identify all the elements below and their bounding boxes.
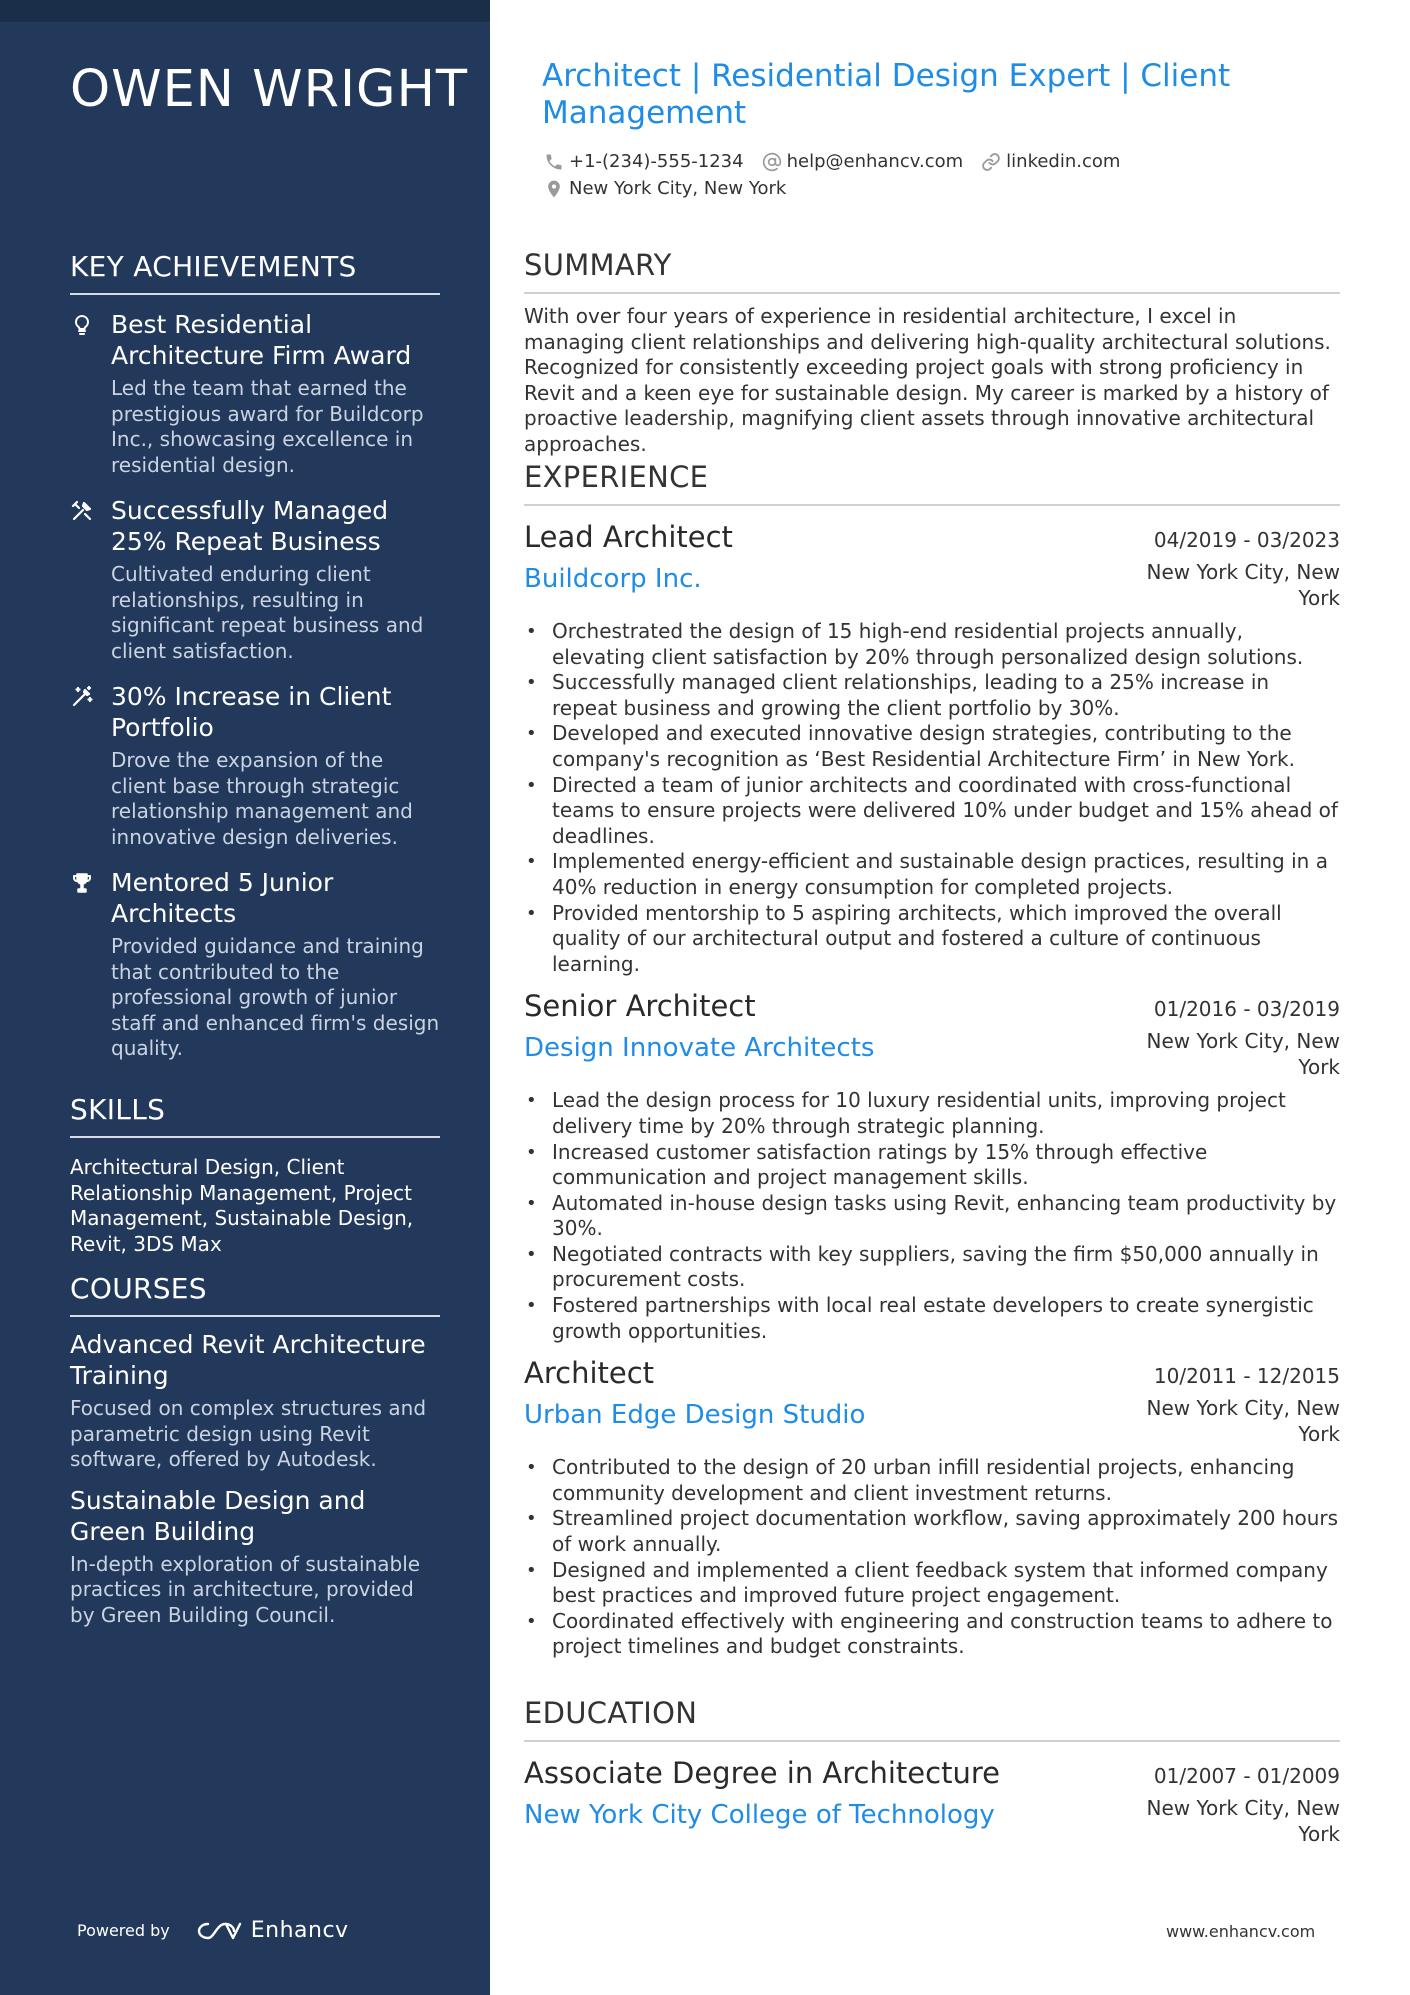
phone-contact[interactable] xyxy=(544,151,744,172)
footer-url[interactable]: www.enhancv.com xyxy=(1166,1922,1316,1941)
linkedin-contact[interactable] xyxy=(981,151,1120,172)
job-title: Senior Architect xyxy=(524,989,756,1024)
achievement-item xyxy=(70,495,440,664)
sidebar-top-band xyxy=(0,0,490,22)
bullet-item: • Negotiated contracts with key suppliers, saving the firm $50,000 annually in procurement costs. xyxy=(524,1242,1340,1293)
job-location: New York City, New York xyxy=(1146,1029,1340,1079)
course-item xyxy=(70,1485,440,1629)
location-text: New York City, New York xyxy=(569,178,787,199)
summary-text: With over four years of experience in residential architecture, I excel in managing client relationships and delivering high-quality architectural solutions. Recognized for consistently exceeding project goals with strong proficiency in Revit and a keen eye for sustainable design. My career is marked by a history of proactive leadership, magnifying client assets through innovative architectural approaches. xyxy=(524,304,1331,456)
achievements-section xyxy=(70,250,440,1079)
bullet-item: • Streamlined project documentation workflow, saving approximately 200 hours of work annually. xyxy=(524,1506,1340,1557)
summary-title: SUMMARY xyxy=(524,248,1340,294)
course-title: Sustainable Design and Green Building xyxy=(70,1485,366,1546)
bullet-item: • Orchestrated the design of 15 high-end residential projects annually, elevating client satisfaction by 20% through personalized design solutions. xyxy=(524,619,1340,670)
job-title: Architect xyxy=(524,1356,655,1391)
bullet-item: • Contributed to the design of 20 urban infill residential projects, enhancing community development and client investment returns. xyxy=(524,1455,1340,1506)
skills-title: SKILLS xyxy=(70,1093,440,1138)
education-title: EDUCATION xyxy=(524,1696,1340,1742)
job-location: New York City, New York xyxy=(1146,560,1340,610)
course-title: Advanced Revit Architecture Training xyxy=(70,1330,426,1390)
skills-section xyxy=(70,1093,440,1257)
course-description: In-depth exploration of sustainable practices in architecture, provided by Green Building Council. xyxy=(70,1551,421,1627)
job-company: Buildcorp Inc. xyxy=(524,564,702,594)
linkedin-text: linkedin.com xyxy=(1006,151,1121,172)
email-text: help@enhancv.com xyxy=(786,151,964,172)
bullet-item: • Successfully managed client relationships, leading to a 25% increase in repeat business and growing the client portfolio by 30%. xyxy=(524,670,1340,721)
achievement-title: Successfully Managed 25% Repeat Business xyxy=(111,496,389,556)
achievement-item xyxy=(70,681,440,850)
education-dates: 01/2007 - 01/2009 xyxy=(1153,1764,1340,1788)
contact-info xyxy=(544,148,1304,202)
at-icon xyxy=(762,152,787,172)
achievement-description: Provided guidance and training that contributed to the professional growth of junior staff and enhanced firm's design quality. xyxy=(111,934,440,1060)
email-contact[interactable] xyxy=(762,151,964,172)
bullet-item: • Coordinated effectively with engineering and construction teams to adhere to project timelines and budget constraints. xyxy=(524,1609,1340,1660)
job-dates: 10/2011 - 12/2015 xyxy=(1153,1364,1340,1389)
job-dates: 01/2016 - 03/2019 xyxy=(1153,997,1340,1022)
degree-title: Associate Degree in Architecture xyxy=(524,1756,1000,1790)
skills-text: Architectural Design, Client Relationship Management, Project Management, Sustainable Design, Revit, 3DS Max xyxy=(70,1155,414,1256)
bullet-item: • Lead the design process for 10 luxury residential units, improving project delivery time by 20% through strategic planning. xyxy=(524,1088,1340,1139)
course-description: Focused on complex structures and parametric design using Revit software, offered by Autodesk. xyxy=(70,1396,427,1471)
bullet-item: • Directed a team of junior architects and coordinated with cross-functional teams to ensure projects were delivered 10% under budget and 15% ahead of deadlines. xyxy=(524,773,1340,850)
job-dates: 04/2019 - 03/2023 xyxy=(1153,528,1340,552)
bullet-item: • Developed and executed innovative design strategies, contributing to the company's recognition as ‘Best Residential Architecture Firm’ in New York. xyxy=(524,721,1340,772)
contact-row xyxy=(544,175,1304,202)
bullet-item: • Implemented energy-efficient and sustainable design practices, resulting in a 40% reduction in energy consumption for completed projects. xyxy=(524,849,1340,900)
main-content xyxy=(524,0,1340,1995)
bullet-item: • Increased customer satisfaction ratings by 15% through effective communication and project management skills. xyxy=(524,1140,1340,1191)
enhancv-brand-name: Enhancv xyxy=(250,1918,349,1943)
headline: Architect | Residential Design Expert | Client Management xyxy=(542,58,1231,131)
job-entry xyxy=(524,520,1340,977)
experience-section xyxy=(524,460,1340,1660)
education-location: New York City, New York xyxy=(1146,1796,1340,1846)
achievement-item xyxy=(70,867,440,1062)
summary-section xyxy=(524,248,1340,458)
course-item xyxy=(70,1329,440,1473)
contact-row xyxy=(544,148,1304,175)
achievements-list xyxy=(70,309,440,1062)
education-entry xyxy=(524,1756,1340,1847)
powered-by-label: Powered by xyxy=(77,1921,170,1940)
bullet-item: • Automated in-house design tasks using Revit, enhancing team productivity by 30%. xyxy=(524,1191,1340,1242)
sidebar xyxy=(0,0,490,1995)
school-name: New York City College of Technology xyxy=(524,1800,995,1830)
trophy-icon xyxy=(70,871,94,895)
job-company: Design Innovate Architects xyxy=(524,1033,875,1064)
job-company: Urban Edge Design Studio xyxy=(524,1400,866,1431)
achievement-item xyxy=(70,309,440,478)
education-section xyxy=(524,1696,1340,1847)
bullet-item: • Provided mentorship to 5 aspiring architects, which improved the overall quality of our architectural output and fostered a culture of continuous learning. xyxy=(524,901,1340,978)
achievement-description: Drove the expansion of the client base through strategic relationship management and innovative design deliveries. xyxy=(111,748,413,849)
achievement-description: Led the team that earned the prestigious award for Buildcorp Inc., showcasing excellence in residential design. xyxy=(111,376,424,477)
phone-icon xyxy=(544,152,569,172)
phone-text: +1-(234)-555-1234 xyxy=(569,151,744,172)
lightbulb-icon xyxy=(70,313,94,337)
experience-title: EXPERIENCE xyxy=(524,460,1340,506)
location-pin-icon xyxy=(544,179,569,199)
achievement-title: Mentored 5 Junior Architects xyxy=(111,868,334,928)
enhancv-logo-icon xyxy=(196,1919,242,1943)
bullet-item: • Designed and implemented a client feedback system that informed company best practices and improved future project engagement. xyxy=(524,1558,1340,1609)
job-entry xyxy=(524,1356,1340,1660)
link-icon xyxy=(981,152,1006,172)
job-entry xyxy=(524,989,1340,1344)
candidate-name: OWEN WRIGHT xyxy=(70,60,469,119)
achievement-description: Cultivated enduring client relationships, resulting in significant repeat business and client satisfaction. xyxy=(111,562,424,663)
achievement-title: 30% Increase in Client Portfolio xyxy=(111,682,392,742)
bullet-item: • Fostered partnerships with local real estate developers to create synergistic growth opportunities. xyxy=(524,1293,1340,1344)
job-bullets xyxy=(524,1455,1340,1660)
location-contact xyxy=(544,178,786,199)
courses-section xyxy=(70,1272,440,1634)
enhancv-logo[interactable] xyxy=(196,1918,349,1943)
job-title: Lead Architect xyxy=(524,520,733,554)
job-bullets xyxy=(524,1088,1340,1344)
achievement-title: Best Residential Architecture Firm Award xyxy=(111,310,412,370)
tools-icon xyxy=(70,499,94,523)
magic-wand-icon xyxy=(70,685,94,709)
job-location: New York City, New York xyxy=(1146,1396,1340,1446)
courses-title: COURSES xyxy=(70,1272,440,1317)
job-bullets xyxy=(524,619,1340,977)
achievements-title: KEY ACHIEVEMENTS xyxy=(70,250,440,295)
powered-by xyxy=(77,1918,349,1943)
